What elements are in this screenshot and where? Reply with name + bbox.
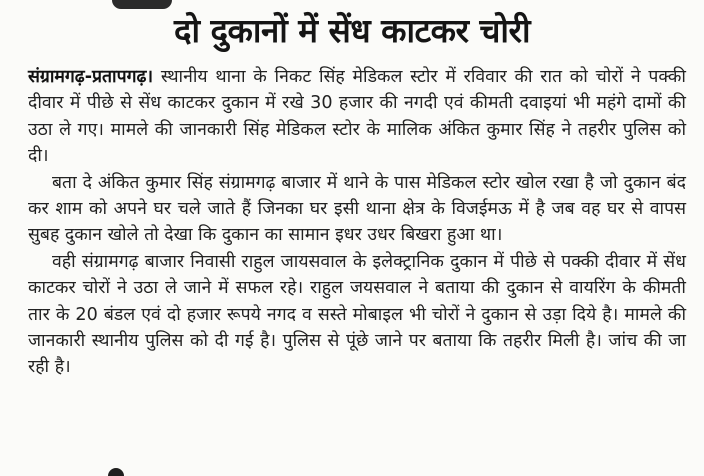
paragraph-1 [28, 64, 686, 170]
paragraph-2: बता दे अंकित कुमार सिंह संग्रामगढ़ बाजार में थाने के पास मेडिकल स्टोर खोल रखा है जो दुकान बंद कर शाम को अपने घर चले जाते हैं जिनका घर इसी थाना क्षेत्र के विजईमऊ में है जब वह घर से वापस सुबह दुकान खोले तो देखा कि दुकान का सामान इधर उधर बिखरा हुआ था। [28, 172, 686, 246]
paragraph-1-text: स्थानीय थाना के निकट सिंह मेडिकल स्टोर में रविवार की रात को चोरों ने पक्की दीवार में पीछे से सेंध काटकर दुकान में रखे 30 हजार की नगदी एवं कीमती दवाइयां भी महंगे दामों की उठा ले गए। मामले की जानकारी सिंह मेडिकल स्टोर के मालिक अंकित कुमार सिंह ने तहरीर पुलिस को दी। [28, 67, 686, 167]
headline: दो दुकानों में सेंध काटकर चोरी [173, 11, 531, 50]
clipping-bottom-mark [108, 468, 124, 476]
article-body [28, 64, 686, 381]
dateline: संग्रामगढ़-प्रतापगढ़। [28, 67, 154, 87]
paragraph-3: वही संग्रामगढ़ बाजार निवासी राहुल जायसवाल के इलेक्ट्रानिक दुकान में पीछे से पक्की दीवार में सेंध काटकर चोरों ने उठा ले जाने में सफल रहे। राहुल जयसवाल ने बताया की दुकान से वायरिंग के कीमती तार के 20 बंडल एवं दो हजार रूपये नगद व सस्ते मोबाइल भी चोरों ने दुकान से उड़ा दिये है। मामले की जानकारी स्थानीय पुलिस को दी गई है। पुलिस से पूंछे जाने पर बताया कि तहरीर मिली है। जांच की जा रही है। [28, 251, 686, 378]
